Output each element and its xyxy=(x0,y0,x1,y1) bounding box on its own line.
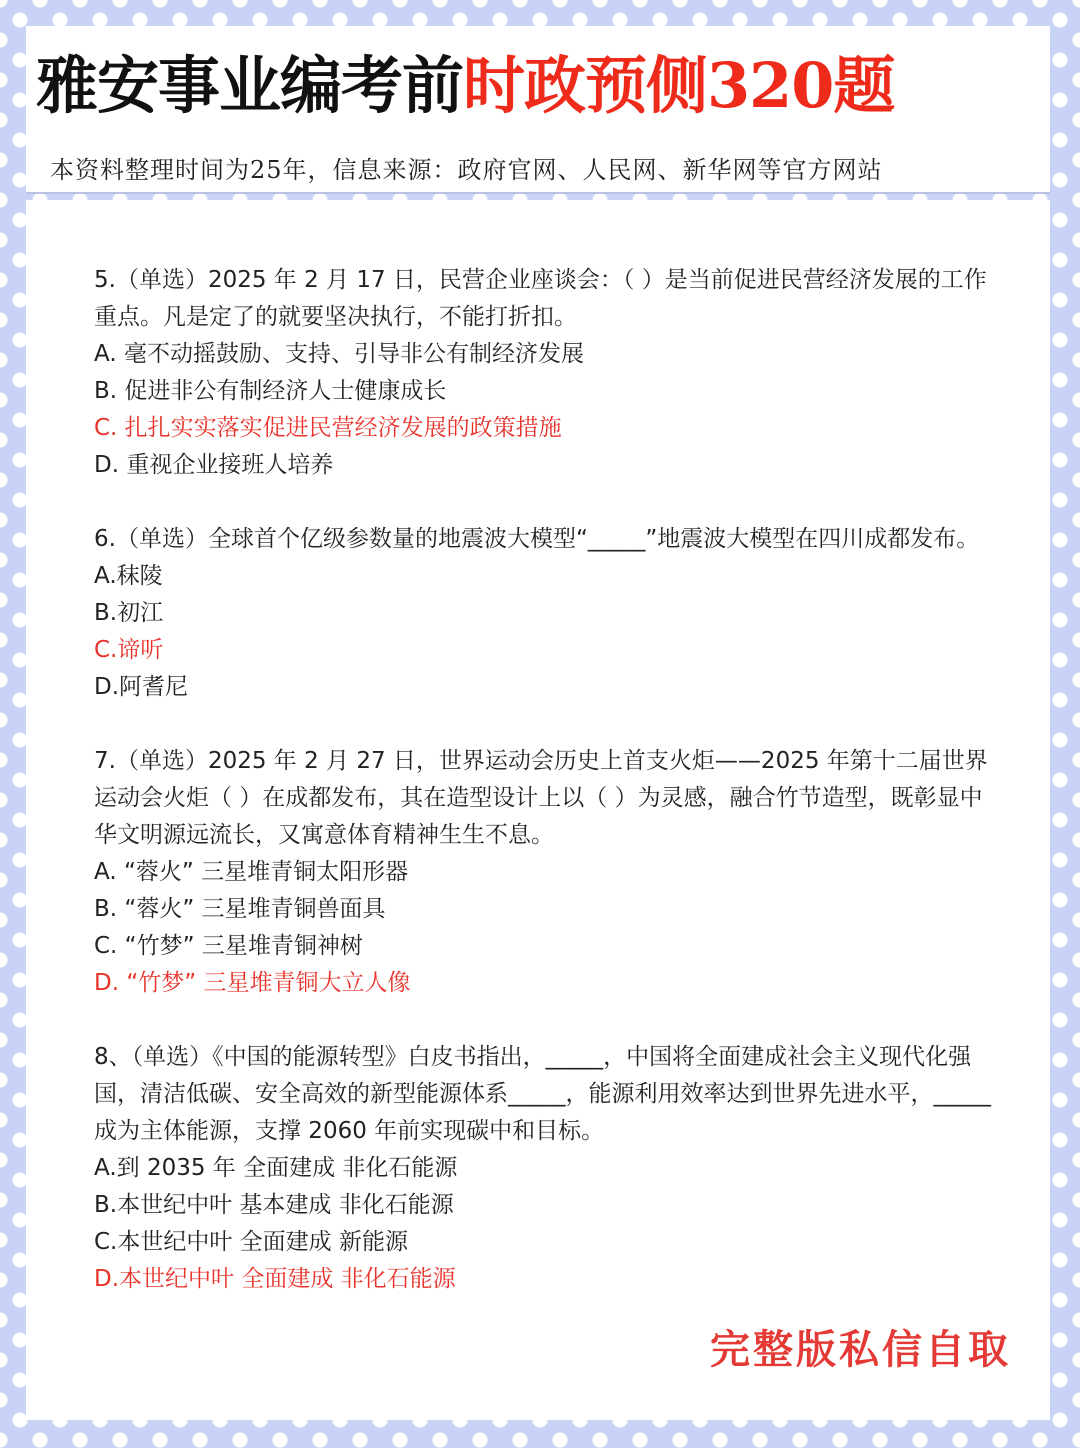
question-5 xyxy=(94,262,994,484)
option-d: D. 重视企业接班人培养 xyxy=(94,452,334,478)
question-sheet xyxy=(26,200,1050,1420)
question-stem: 8、（单选）《中国的能源转型》白皮书指出，_____，中国将全面建成社会主义现代化强国，清洁低碳、安全高效的新型能源体系_____，能源利用效率达到世界先进水平，_____成为主体能源，支撑 2060 年前实现碳中和目标。 xyxy=(94,1044,991,1144)
option-b: B. “蓉火” 三星堆青铜兽面具 xyxy=(94,896,386,922)
option-d-answer: D.本世纪中叶 全面建成 非化石能源 xyxy=(94,1266,456,1292)
option-d-answer: D. “竹梦” 三星堆青铜大立人像 xyxy=(94,970,411,996)
option-c: C. “竹梦” 三星堆青铜神树 xyxy=(94,933,363,959)
option-a: A.秣陵 xyxy=(94,563,163,589)
option-a: A. “蓉火” 三星堆青铜太阳形器 xyxy=(94,859,409,885)
option-b: B.本世纪中叶 基本建成 非化石能源 xyxy=(94,1192,454,1218)
title-red-part: 时政预侧320题 xyxy=(463,49,895,122)
option-c: C.本世纪中叶 全面建成 新能源 xyxy=(94,1229,408,1255)
question-list xyxy=(94,262,994,1335)
question-stem: 7.（单选）2025 年 2 月 27 日，世界运动会历史上首支火炬——2025 年第十二届世界运动会火炬（ ）在成都发布，其在造型设计上以（ ）为灵感，融合竹节造型，既彰显中华文明源远流长，又寓意体育精神生生不息。 xyxy=(94,748,988,848)
full-version-stamp: 完整版私信自取 xyxy=(710,1326,1011,1373)
source-note: 本资料整理时间为25年，信息来源：政府官网、人民网、新华网等官方网站 xyxy=(50,156,883,184)
question-stem: 6.（单选）全球首个亿级参数量的地震波大模型“_____”地震波大模型在四川成都发布。 xyxy=(94,526,980,552)
option-b: B. 促进非公有制经济人士健康成长 xyxy=(94,378,447,404)
question-7 xyxy=(94,743,994,1002)
page-title xyxy=(36,46,1046,126)
option-c-answer: C. 扎扎实实落实促进民营经济发展的政策措施 xyxy=(94,415,562,441)
option-a: A.到 2035 年 全面建成 非化石能源 xyxy=(94,1155,458,1181)
option-c-answer: C.谛听 xyxy=(94,637,164,663)
question-stem: 5.（单选）2025 年 2 月 17 日，民营企业座谈会：（ ）是当前促进民营经济发展的工作重点。凡是定了的就要坚决执行，不能打折扣。 xyxy=(94,267,987,330)
option-d: D.阿耆尼 xyxy=(94,674,189,700)
header-banner xyxy=(26,26,1050,194)
option-a: A. 毫不动摇鼓励、支持、引导非公有制经济发展 xyxy=(94,341,584,367)
option-b: B.初江 xyxy=(94,600,164,626)
question-6 xyxy=(94,521,994,706)
question-8 xyxy=(94,1039,994,1298)
title-black-part: 雅安事业编考前 xyxy=(36,49,464,122)
